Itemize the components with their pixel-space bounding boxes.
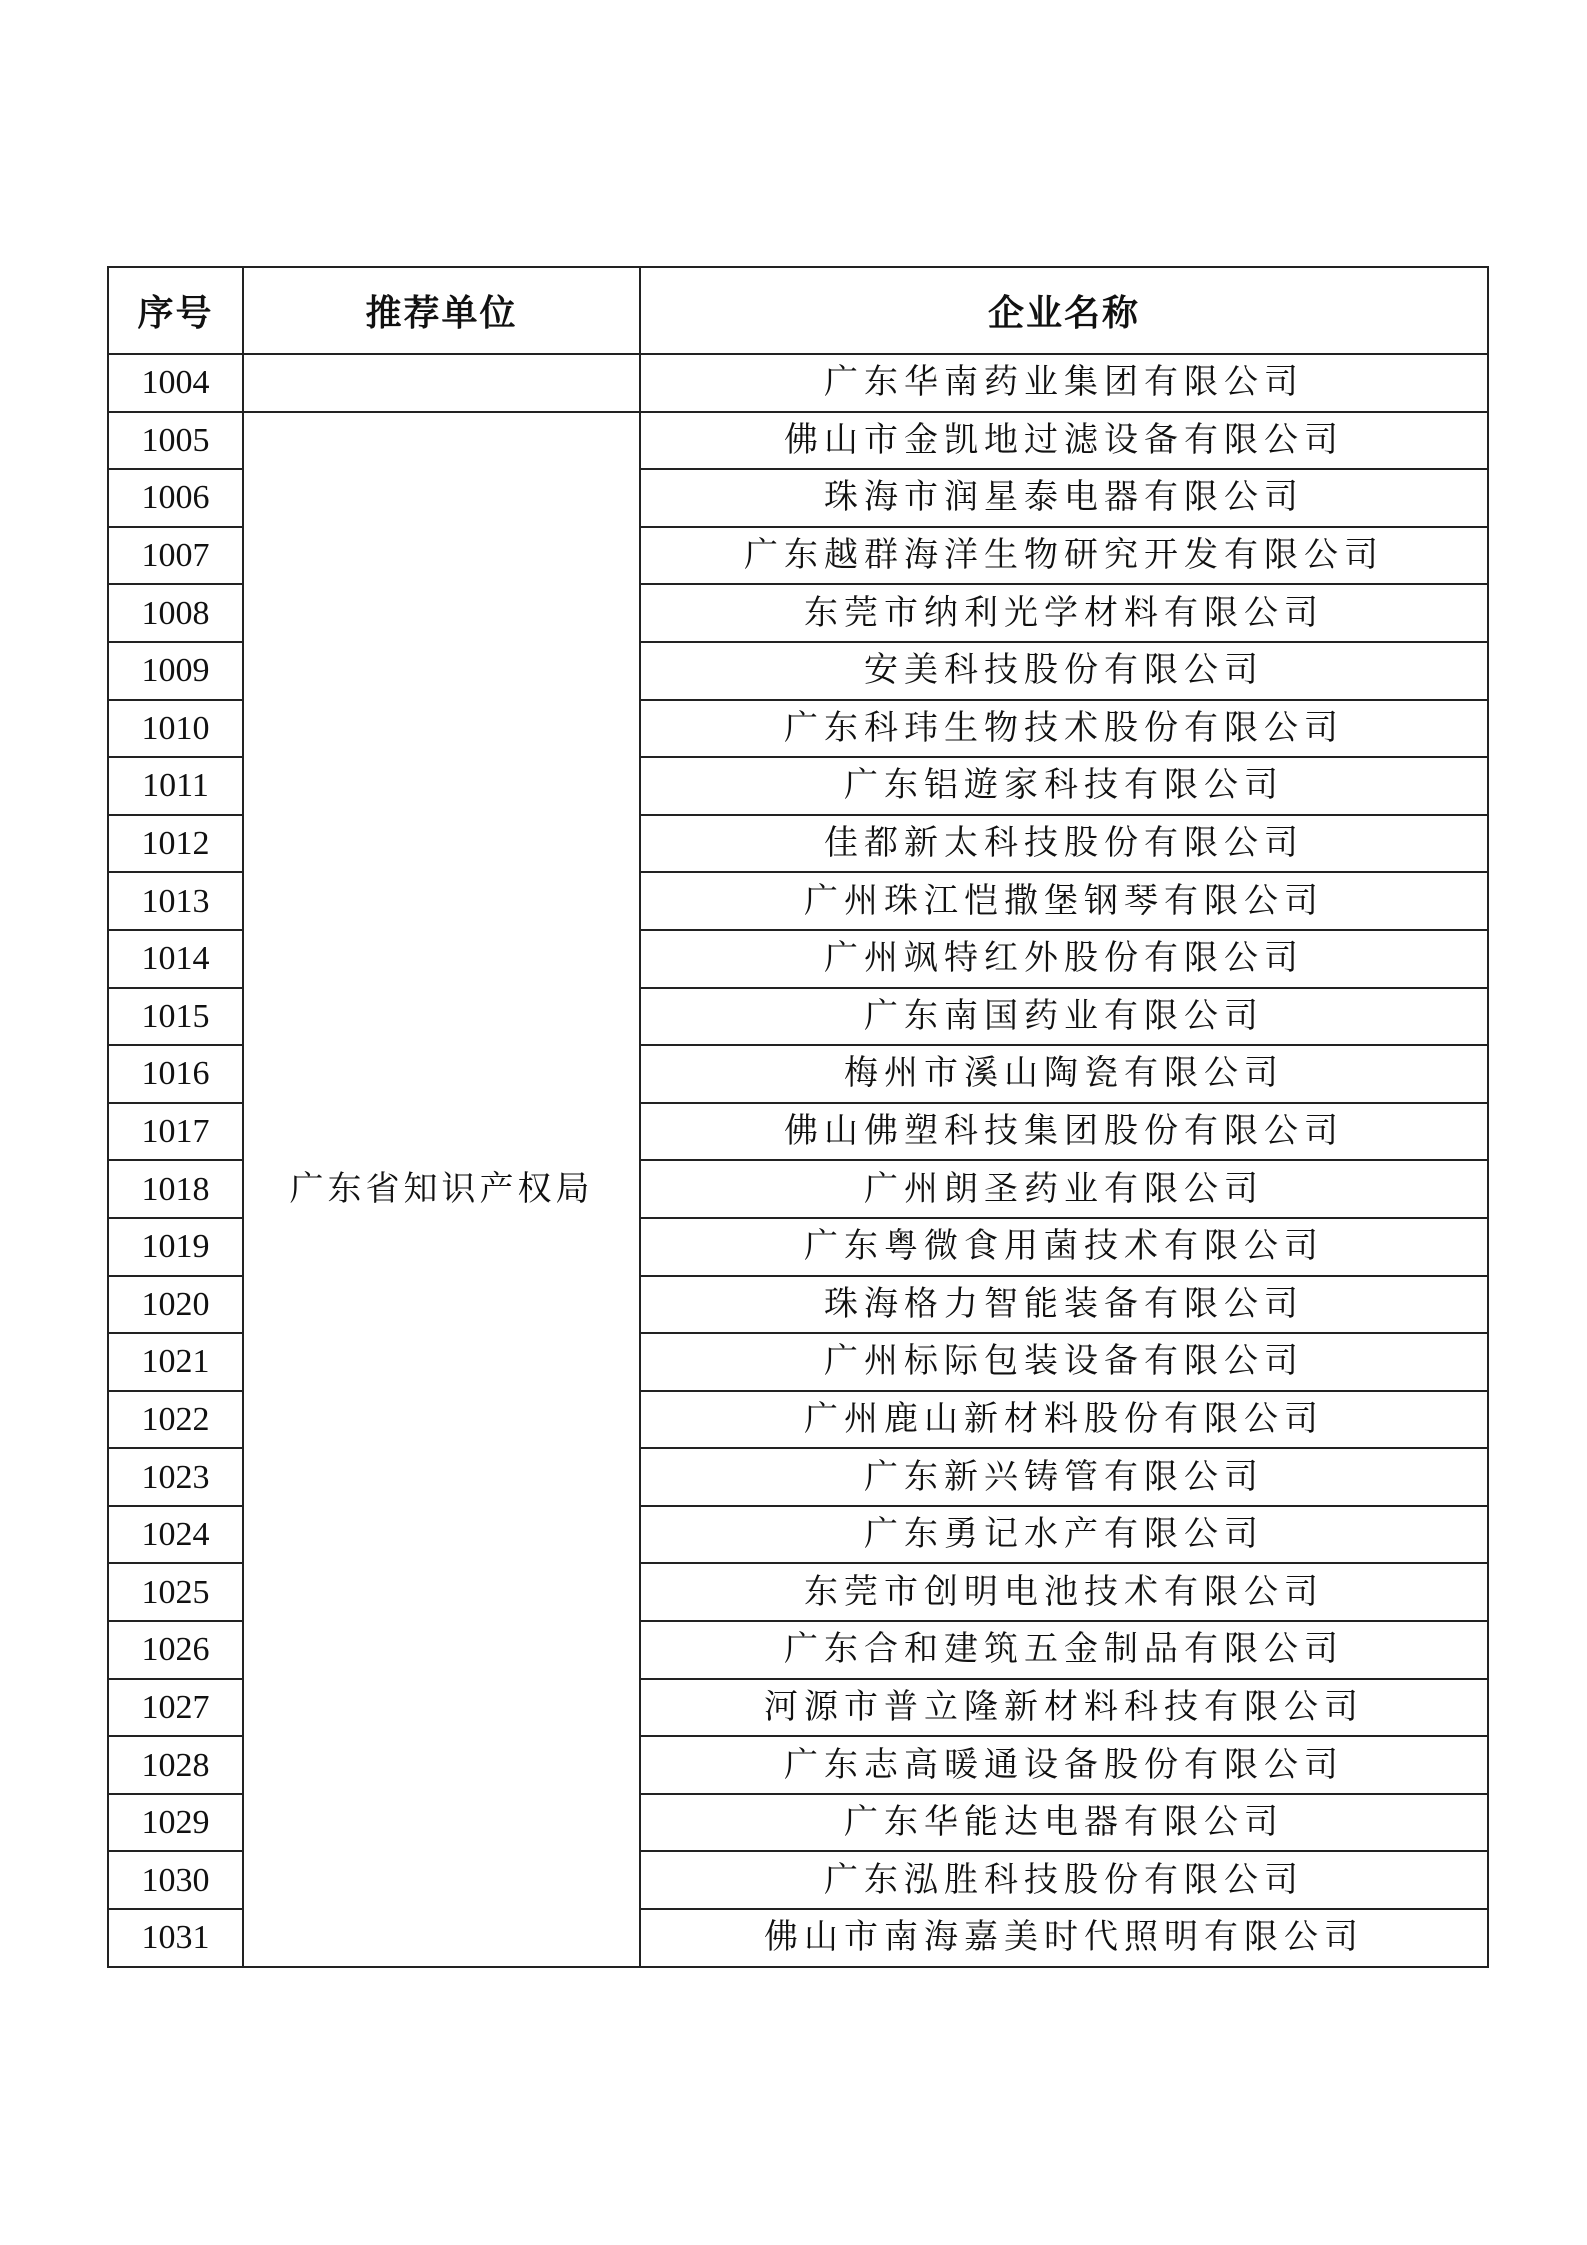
row-seq: 1024 [108,1506,243,1564]
header-row [108,267,1488,354]
row-seq: 1017 [108,1103,243,1161]
row-company: 广东志高暖通设备股份有限公司 [640,1736,1488,1794]
row-seq: 1016 [108,1045,243,1103]
row-company: 广州标际包装设备有限公司 [640,1333,1488,1391]
row-company: 安美科技股份有限公司 [640,642,1488,700]
header-company: 企业名称 [640,267,1488,354]
row-company: 佛山佛塑科技集团股份有限公司 [640,1103,1488,1161]
row-seq: 1023 [108,1448,243,1506]
row-company: 广东华能达电器有限公司 [640,1794,1488,1852]
row-company: 广东越群海洋生物研究开发有限公司 [640,527,1488,585]
row-company: 梅州市溪山陶瓷有限公司 [640,1045,1488,1103]
row-seq: 1012 [108,815,243,873]
row-company: 广东科玮生物技术股份有限公司 [640,700,1488,758]
row-company: 广东勇记水产有限公司 [640,1506,1488,1564]
row-unit [243,354,640,412]
row-company: 广州珠江恺撒堡钢琴有限公司 [640,872,1488,930]
row-company: 东莞市创明电池技术有限公司 [640,1563,1488,1621]
row-seq: 1028 [108,1736,243,1794]
row-company: 广州鹿山新材料股份有限公司 [640,1391,1488,1449]
row-seq: 1027 [108,1679,243,1737]
header-seq: 序号 [108,267,243,354]
row-company: 广东泓胜科技股份有限公司 [640,1851,1488,1909]
row-seq: 1020 [108,1276,243,1334]
row-seq: 1011 [108,757,243,815]
row-seq: 1029 [108,1794,243,1852]
row-seq: 1021 [108,1333,243,1391]
row-seq: 1008 [108,584,243,642]
recommending-unit-cell: 广东省知识产权局 [243,412,640,1967]
row-seq: 1006 [108,469,243,527]
row-seq: 1019 [108,1218,243,1276]
header-unit: 推荐单位 [243,267,640,354]
enterprise-table [107,266,1489,1968]
row-company: 广州朗圣药业有限公司 [640,1160,1488,1218]
table-body [108,354,1488,1967]
row-seq: 1009 [108,642,243,700]
row-company: 广东铝遊家科技有限公司 [640,757,1488,815]
row-seq: 1005 [108,412,243,470]
row-seq: 1004 [108,354,243,412]
table-row [108,354,1488,412]
row-seq: 1022 [108,1391,243,1449]
row-company: 珠海格力智能装备有限公司 [640,1276,1488,1334]
row-seq: 1031 [108,1909,243,1967]
row-company: 广东华南药业集团有限公司 [640,354,1488,412]
row-company: 佳都新太科技股份有限公司 [640,815,1488,873]
row-seq: 1010 [108,700,243,758]
table-header [108,267,1488,354]
row-company: 佛山市南海嘉美时代照明有限公司 [640,1909,1488,1967]
row-seq: 1025 [108,1563,243,1621]
row-company: 河源市普立隆新材料科技有限公司 [640,1679,1488,1737]
row-seq: 1018 [108,1160,243,1218]
row-company: 东莞市纳利光学材料有限公司 [640,584,1488,642]
row-seq: 1014 [108,930,243,988]
row-company: 广州飒特红外股份有限公司 [640,930,1488,988]
row-company: 广东新兴铸管有限公司 [640,1448,1488,1506]
row-seq: 1007 [108,527,243,585]
row-seq: 1013 [108,872,243,930]
row-company: 广东粤微食用菌技术有限公司 [640,1218,1488,1276]
row-company: 广东南国药业有限公司 [640,988,1488,1046]
row-company: 广东合和建筑五金制品有限公司 [640,1621,1488,1679]
row-company: 珠海市润星泰电器有限公司 [640,469,1488,527]
row-seq: 1030 [108,1851,243,1909]
row-seq: 1026 [108,1621,243,1679]
row-seq: 1015 [108,988,243,1046]
table-row [108,412,1488,470]
row-company: 佛山市金凯地过滤设备有限公司 [640,412,1488,470]
